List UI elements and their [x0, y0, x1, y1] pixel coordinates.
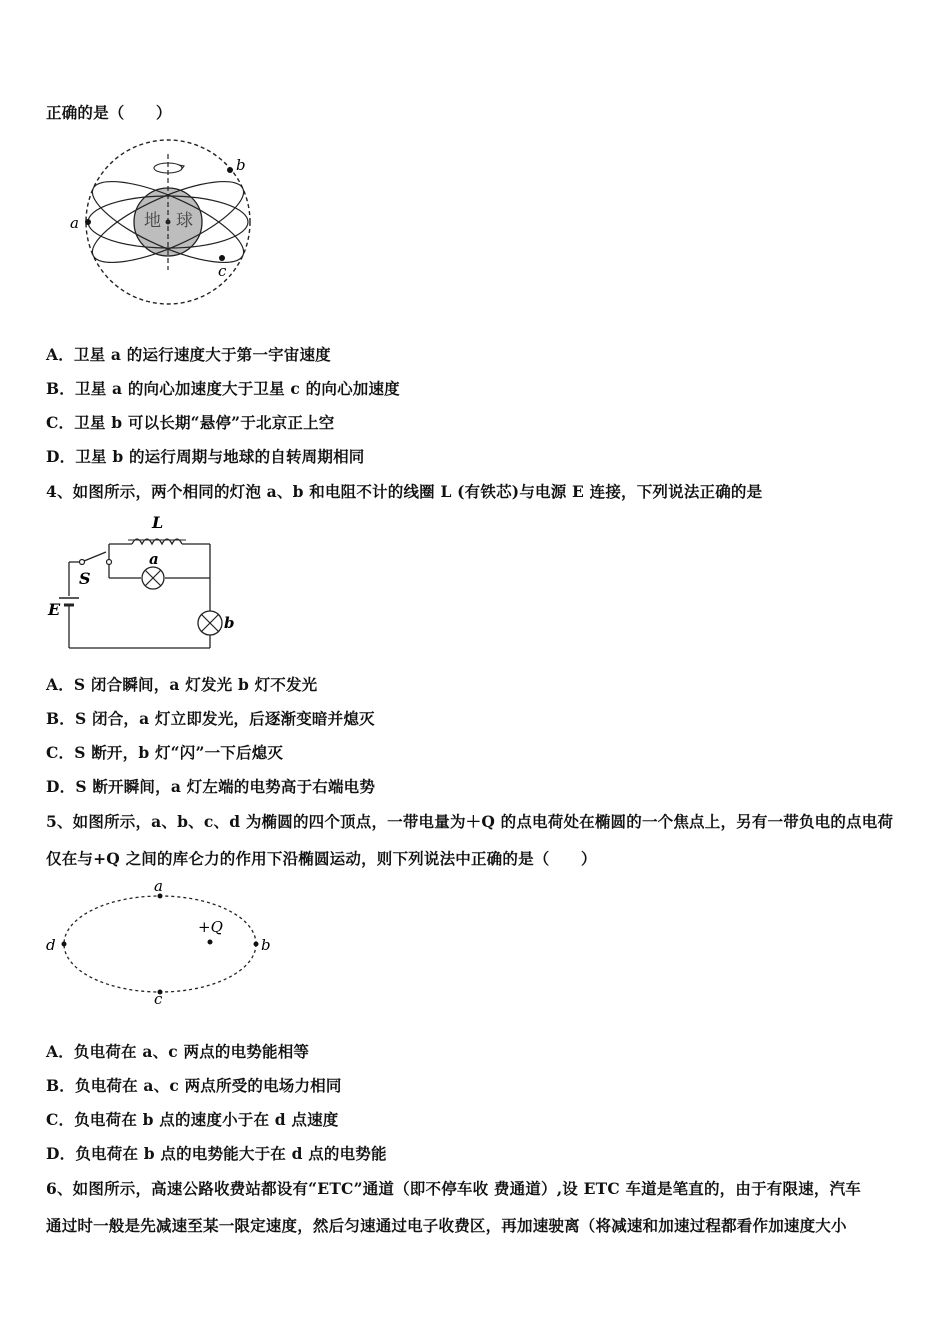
label-d: d	[46, 936, 56, 954]
label-b: b	[236, 156, 246, 174]
q3-option-b: B．卫星 a 的向心加速度大于卫星 c 的向心加速度	[46, 379, 400, 398]
q4-option-c: C．S 断开，b 灯“闪”一下后熄灭	[46, 743, 284, 762]
vertex-b	[254, 942, 259, 947]
earth-label-left: 地	[144, 211, 161, 231]
label-a-lamp: a	[149, 550, 159, 568]
label-a: a	[154, 877, 163, 895]
q5-stem-line2: 仅在与+Q 之间的库仑力的作用下沿椭圆运动，则下列说法中正确的是（ ）	[46, 849, 597, 868]
label-E: E	[48, 600, 61, 619]
q5-option-c: C．负电荷在 b 点的速度小于在 d 点速度	[46, 1110, 339, 1129]
label-a: a	[70, 214, 79, 232]
ellipse-figure	[42, 876, 282, 1006]
q5-option-a: A．负电荷在 a、c 两点的电势能相等	[46, 1042, 310, 1061]
vertex-d	[62, 942, 67, 947]
satellite-orbit-figure	[62, 130, 262, 315]
q4-option-d: D．S 断开瞬间，a 灯左端的电势高于右端电势	[46, 777, 376, 796]
label-c: c	[154, 990, 163, 1006]
q5-stem-line1: 5、如图所示，a、b、c、d 为椭圆的四个顶点，一带电量为＋Q 的点电荷处在椭圆的一个焦点上，另有一带负电的点电荷	[46, 812, 894, 831]
q4-option-b: B．S 闭合，a 灯立即发光，后逐渐变暗并熄灭	[46, 709, 375, 728]
label-b: b	[261, 936, 271, 954]
circuit-figure	[44, 512, 244, 657]
q4-option-a: A．S 闭合瞬间，a 灯发光 b 灯不发光	[46, 675, 318, 694]
q5-option-d: D．负电荷在 b 点的电势能大于在 d 点的电势能	[46, 1144, 387, 1163]
q5-option-b: B．负电荷在 a、c 两点所受的电场力相同	[46, 1076, 342, 1095]
charge-Q	[208, 940, 213, 945]
label-c: c	[218, 262, 227, 280]
label-b-lamp: b	[224, 614, 235, 632]
label-L: L	[152, 513, 164, 532]
q3-option-a: A．卫星 a 的运行速度大于第一宇宙速度	[46, 345, 331, 364]
satellite-c	[219, 255, 225, 261]
earth-label-right: 球	[176, 211, 193, 231]
satellite-a	[85, 219, 91, 225]
satellite-b	[227, 167, 233, 173]
q4-stem: 4、如图所示，两个相同的灯泡 a、b 和电阻不计的线圈 L (有铁芯)与电源 E 连接，下列说法正确的是	[46, 482, 763, 501]
switch-S	[84, 552, 106, 561]
label-S: S	[79, 569, 91, 588]
label-Q: +Q	[198, 918, 223, 936]
q3-option-c: C．卫星 b 可以长期“悬停”于北京正上空	[46, 413, 335, 432]
q3-option-d: D．卫星 b 的运行周期与地球的自转周期相同	[46, 447, 365, 466]
q3-stem-tail: 正确的是（ ）	[46, 103, 172, 122]
q6-stem-line2: 通过时一般是先减速至某一限定速度，然后匀速通过电子收费区，再加速驶离（将减速和加速过程都看作加速度大小	[46, 1216, 847, 1235]
q6-stem-line1: 6、如图所示，高速公路收费站都设有“ETC”通道（即不停车收 费通道）,设 ETC 车道是笔直的，由于有限速，汽车	[46, 1179, 861, 1198]
ellipse-orbit	[64, 896, 256, 992]
